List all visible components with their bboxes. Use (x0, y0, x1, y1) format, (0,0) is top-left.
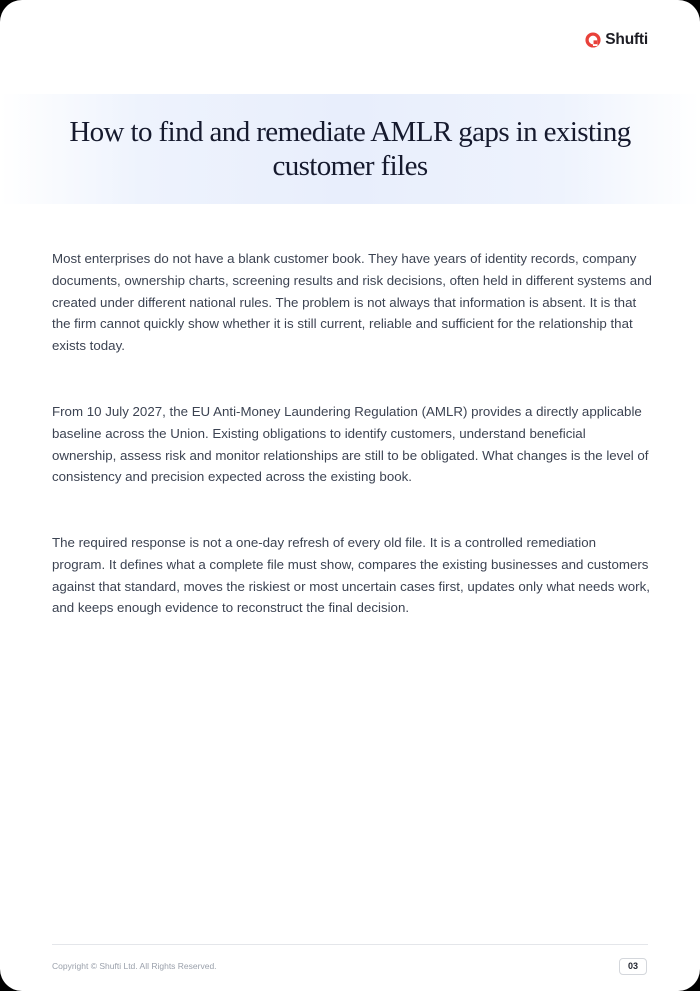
page-number-badge: 03 (619, 958, 647, 975)
brand-name: Shufti (605, 31, 648, 48)
body-paragraph: From 10 July 2027, the EU Anti-Money Laundering Regulation (AMLR) provides a directly applicable baseline across the Union. Existing obligations to identify customers, understand beneficial ownership, assess risk and monitor relationships are still to be obligated. What changes is the level of consistency and precision expected across the existing book. (52, 404, 649, 485)
copyright-notice: Copyright © Shufti Ltd. All Rights Reserved. (52, 961, 217, 971)
footer-divider (52, 944, 648, 945)
body-paragraph: Most enterprises do not have a blank customer book. They have years of identity records, company documents, ownership charts, screening results and risk decisions, often held in different systems and created under different national rules. The problem is not always that information is absent. It is that the firm cannot quickly show whether it is still current, reliable and sufficient for the relationship that exists today. (52, 251, 652, 354)
page-title: How to find and remediate AMLR gaps in existing customer files (69, 116, 631, 182)
body-paragraph: The required response is not a one-day refresh of every old file. It is a controlled remediation program. It defines what a complete file must show, compares the existing businesses and customers against that standard, moves the riskiest or most uncertain cases first, updates only what needs work, and keeps enough evidence to reconstruct the final decision. (52, 535, 650, 616)
shufti-logo-icon (584, 31, 602, 49)
brand-logo (584, 31, 648, 49)
